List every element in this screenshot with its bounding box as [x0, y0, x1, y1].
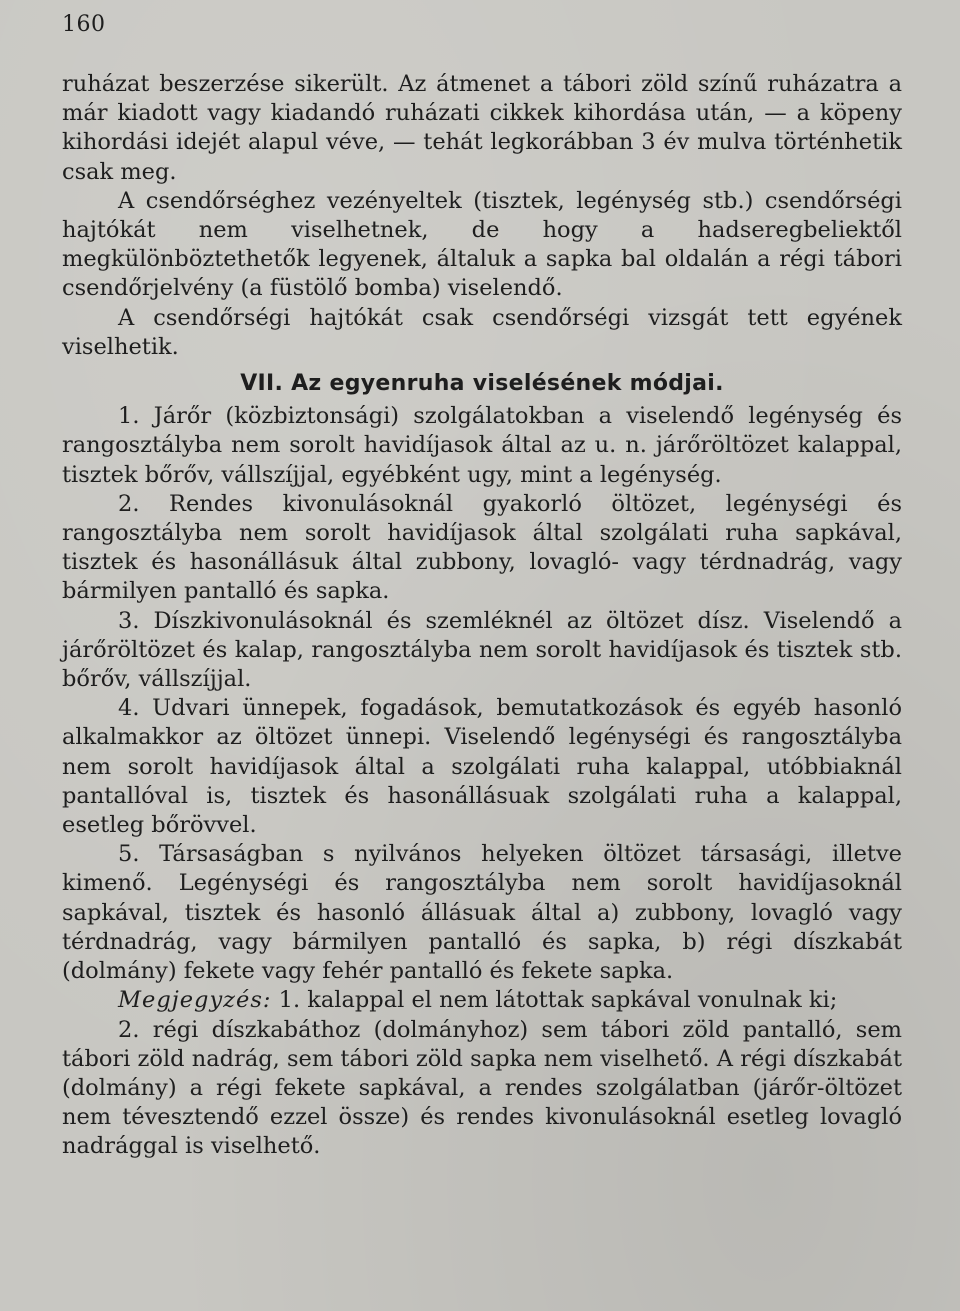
list-item: 1. Járőr (közbiztonsági) szolgálatokban a viselendő legénység és rangosztályba nem sorolt havidíjasok által az u. n. járőröltözet kalappal, tisztek bőrőv, vállszíjjal, egyébként ugy, mint a legénység. [62, 403, 902, 488]
note-label: Megjegyzés: [118, 987, 272, 1014]
list-item: 4. Udvari ünnepek, fogadások, bemutatkozások és egyéb hasonló alkalmakkor az öltözet ünnepi. Viselendő legénységi és rangosztályba nem sorolt havidíjasok által a szolgálati ruha kalappal, utóbbiaknál pantallóval is, tisztek és hasonállásuak szolgálati ruha a kalappal, esetleg bőrövvel. [62, 695, 902, 839]
page-text [62, 70, 902, 1162]
page-number: 160 [62, 12, 106, 37]
list-item: 3. Díszkivonulásoknál és szemléknél az öltözet dísz. Viselendő a járőröltözet és kalap, rangosztályba nem sorolt havidíjasok és tisztek stb. bőrőv, vállszíjjal. [62, 607, 902, 693]
paragraph: A csendőrségi hajtókát csak csendőrségi vizsgát tett egyének viselhetik. [62, 304, 902, 360]
note-paragraph: 2. régi díszkabáthoz (dolmányhoz) sem tábori zöld pantalló, sem tábori zöld nadrág, sem tábori zöld sapka nem viselhető. A régi díszkabát (dolmány) a régi fekete sapkával, a rendes szolgálatban (járőr-öltözet nem tévesztendő ezzel össze) és rendes kivonulásoknál esetleg lovagló nadrággal is viselhető. [62, 1016, 902, 1160]
note-first: 1. kalappal el nem látottak sapkával vonulnak ki; [278, 987, 838, 1014]
section-heading: VII. Az egyenruha viselésének módjai. [240, 371, 724, 397]
paragraph: ruházat beszerzése sikerült. Az átmenet a tábori zöld színű ruházatra a már kiadott vagy kiadandó ruházati cikkek kihordása után, — a köpeny kihordási idejét alapul véve, — tehát legkorábban 3 év mulva történhetik csak meg. [62, 71, 902, 185]
list-item: 2. Rendes kivonulásoknál gyakorló öltözet, legénységi és rangosztályba nem sorolt havidíjasok által szolgálati ruha sapkával, tisztek és hasonállásuk által zubbony, lovagló- vagy térdnadrág, vagy bármilyen pantalló és sapka. [62, 490, 902, 605]
note-paragraph [62, 986, 902, 1015]
paragraph: A csendőrséghez vezényeltek (tisztek, legénység stb.) csendőrségi hajtókát nem viselhetnek, de hogy a hadseregbeliektől megkülönböztethetők legyenek, általuk a sapka bal oldalán a régi tábori csendőrjelvény (a füstölő bomba) viselendő. [62, 187, 902, 302]
list-item: 5. Társaságban s nyilvános helyeken öltözet társasági, illetve kimenő. Legénységi és rangosztályba nem sorolt havidíjasoknál sapkával, tisztek és hasonló állásuak által a) zubbony, lovagló vagy térdnadrág, vagy bármilyen pantalló és sapka, b) régi díszkabát (dolmány) fekete vagy fehér pantalló és fekete sapka. [62, 841, 902, 985]
